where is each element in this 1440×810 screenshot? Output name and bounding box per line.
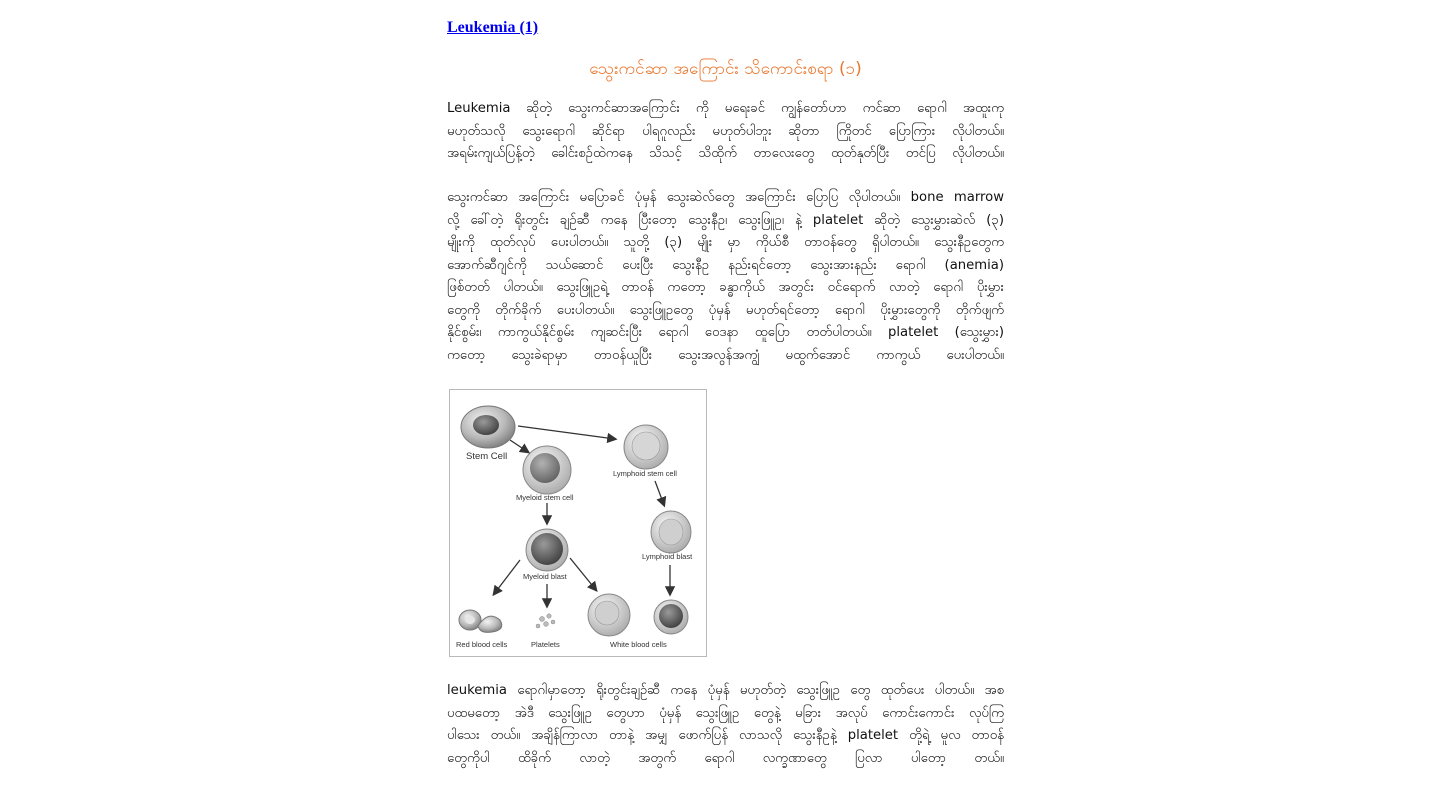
lymphoid-blast-icon <box>651 511 691 553</box>
platelets-icon <box>536 614 555 628</box>
paragraph-line: အောက်ဆီဂျင်ကို သယ်ဆောင် ပေးပြီး သွေးနီဥ နည်းရင်တော့ သွေးအားနည်း ရောဂါ (anemia) <box>447 257 1004 273</box>
red-blood-cells-label: Red blood cells <box>456 640 508 649</box>
platelets-label: Platelets <box>531 640 560 649</box>
lymphoid-stem-cell-label: Lymphoid stem cell <box>613 469 677 478</box>
paragraph-line: leukemia ရောဂါမှာတော့ ရိုးတွင်းချဉ်ဆီ ကနေ ပုံမှန် မဟုတ်တဲ့ သွေးဖြူဥ တွေ ထုတ်ပေး ပါတယ်။ အစ <box>447 683 1004 698</box>
paragraph-line: ပထမတော့ အဲဒီ သွေးဖြူဥ တွေဟာ ပုံမှန် သွေးဖြူဥ တွေနဲ့ မခြား အလုပ် ကောင်းကောင်း လုပ်ကြ <box>447 705 1004 721</box>
paragraph-line: နိုင်စွမ်း၊ ကာကွယ်နိုင်စွမ်း ကျဆင်းပြီး ရောဂါ ဝေဒနာ ထူပြော တတ်ပါတယ်။ platelet (သွေးမွှား) <box>447 325 1004 340</box>
paragraph-line: ပါသေး တယ်။ အချိန်ကြာလာ တာနဲ့ အမျှ ဖောက်ပြန် လာသလို သွေးနီဥနဲ့ platelet တို့ရဲ့ မူလ တာဝန် <box>447 728 1004 743</box>
white-blood-cells-label: White blood cells <box>610 640 667 649</box>
myeloid-stem-cell-icon <box>523 446 571 494</box>
paragraph-line: တွေကိုပါ ထိခိုက် လာတဲ့ အတွက် ရောဂါ လက္ခဏာတွေ ပြလာ ပါတော့ တယ်။ <box>447 750 1004 766</box>
paragraph-line: သွေးကင်ဆာ အကြောင်း မပြောခင် ပုံမှန် သွေးဆဲလ်တွေ အကြောင်း ပြောပြ လိုပါတယ်။ bone marrow <box>447 190 1004 205</box>
paragraph-line: လို့ ခေါ်တဲ့ ရိုးတွင်း ချဉ်ဆီ ကနေ ပြီးတော့ သွေးနီဥ၊ သွေးဖြူဥ၊ နဲ့ platelet ဆိုတဲ့ သွေးမွှားဆဲလ် (၃) <box>447 212 1004 228</box>
leukemia-paragraph <box>447 680 1004 770</box>
leukemia-1-link[interactable]: Leukemia (1) <box>447 19 539 36</box>
white-blood-cells-icon <box>588 594 688 636</box>
lymphoid-stem-cell-icon <box>624 425 668 469</box>
intro-paragraph <box>447 98 1004 166</box>
stem-cell-label: Stem Cell <box>466 451 508 462</box>
article-title: သွေးကင်ဆာ အကြောင်း သိကောင်းစရာ (၁) <box>589 59 862 79</box>
paragraph-line: တွေကို တိုက်ခိုက် ပေးပါတယ်။ သွေးဖြူဥတွေ ပုံမှန် မဟုတ်ရင်တော့ ရောဂါ ပိုးမွှားတွေကို တိုက်ဖျက် <box>447 302 1004 318</box>
red-blood-cells-icon <box>459 610 502 632</box>
blood-cell-diagram-svg <box>450 390 706 656</box>
blood-cells-paragraph <box>447 187 1004 367</box>
myeloid-blast-label: Myeloid blast <box>523 572 567 581</box>
myeloid-stem-cell-label: Myeloid stem cell <box>516 493 574 502</box>
paragraph-line: အရမ်းကျယ်ပြန့်တဲ့ ခေါင်းစဉ်ထဲကနေ သိသင့် သိထိုက် တာလေးတွေ ထုတ်နုတ်ပြီး တင်ပြ လိုပါတယ်။ <box>447 146 1004 161</box>
myeloid-blast-icon <box>526 529 568 571</box>
paragraph-line: Leukemia ဆိုတဲ့ သွေးကင်ဆာအကြောင်း ကို မရေးခင် ကျွန်တော်ဟာ ကင်ဆာ ရောဂါ အထူးကု <box>447 101 1004 116</box>
paragraph-line: ဖြစ်တတ် ပါတယ်။ သွေးဖြူဥရဲ့ တာဝန် ကတော့ ခန္ဓာကိုယ် အတွင်း ဝင်ရောက် လာတဲ့ ရောဂါ ပိုးမွှား <box>447 280 1004 295</box>
paragraph-line: မဟုတ်သလို သွေးရောဂါ ဆိုင်ရာ ပါရဂူလည်း မဟုတ်ပါဘူး ဆိုတာ ကြိုတင် ပြောကြား လိုပါတယ်။ <box>447 123 1004 139</box>
paragraph-line: ကတော့ သွေးခဲရာမှာ တာဝန်ယူပြီး သွေးအလွန်အကျွံ မထွက်အောင် ကာကွယ် ပေးပါတယ်။ <box>447 347 1004 363</box>
paragraph-line: မျိုးကို ထုတ်လုပ် ပေးပါတယ်။ သူတို့ (၃) မျိုး မှာ ကိုယ်စီ တာဝန်တွေ ရှိပါတယ်။ သွေးနီဥတွေက <box>447 235 1004 250</box>
blood-cell-diagram <box>449 389 707 657</box>
stem-cell-icon <box>461 406 515 448</box>
lymphoid-blast-label: Lymphoid blast <box>642 552 693 561</box>
